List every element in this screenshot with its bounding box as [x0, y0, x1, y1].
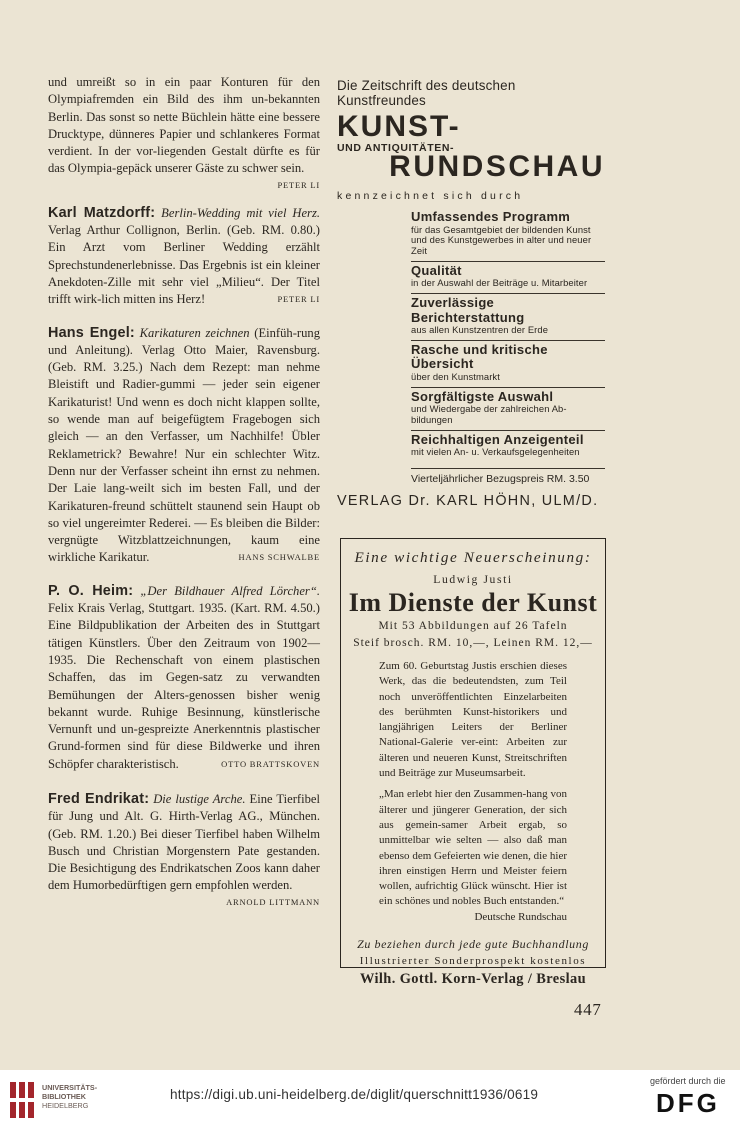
feature-heading: Zuverlässige Berichterstattung	[411, 295, 525, 325]
book-description	[379, 659, 567, 925]
book-review-quote: „Man erlebt hier den Zusammen-hang von älterer und jüngerer Generation, der sich aus gemein-samer Arbeit ergab, so unmittelbar wie selten — also daß man ebenso dem Gefeierten wie denen, die hier ihren einstigen Herrn und Meister feiern wollen, aufrichtig Glück wünscht. Hier ist ein schönes und nobles Buch entstanden.“	[379, 788, 567, 908]
magazine-title-rundschau: RUNDSCHAU	[389, 150, 605, 183]
review-author: P. O. Heim:	[48, 582, 134, 599]
magazine-intro: Die Zeitschrift des deutschen Kunstfreundes	[337, 78, 516, 108]
feature-heading: Umfassendes Programm	[411, 209, 571, 224]
review-author: Hans Engel:	[48, 324, 135, 341]
magazine-title-antiquitaeten: UND ANTIQUITÄTEN-	[337, 142, 455, 154]
feature-description: für das Gesamtgebiet der bildenden Kunst und des Kunstgewerbes in alter und neuer Zeit	[411, 223, 592, 257]
feature-item	[411, 208, 605, 262]
review-endrikat	[48, 791, 320, 909]
feature-item	[411, 294, 605, 341]
feature-list	[411, 208, 605, 485]
review-author: Karl Matzdorff:	[48, 204, 156, 221]
review-matzdorff	[48, 205, 320, 309]
review-author: Fred Endrikat:	[48, 790, 150, 807]
quote-source: Deutsche Rundschau	[474, 910, 567, 923]
review-title: Berlin-Wedding mit viel Herz.	[161, 205, 320, 220]
magazine-title-kunst: KUNST-	[337, 110, 461, 143]
feature-description: aus allen Kunstzentren der Erde	[411, 324, 549, 336]
review-title: Karikaturen zeichnen	[139, 325, 250, 340]
magazine-ad	[337, 78, 605, 509]
library-name-line2: BIBLIOTHEK	[42, 1092, 86, 1102]
intro-paragraph: und umreißt so in ein paar Konturen für den Olympiafremden ein Bild des ihm un-bekannten Berlin. Das sonst so nette Büchlein hätte eine bessere Drucktype, dünneres Papier und schlankeres Format verdient. In der vor-liegenden Gestalt dürfte es für das Olympia-gepäck unserer Gäste zu schwer sein.	[48, 75, 320, 176]
review-signature: PETER LI	[277, 294, 320, 305]
book-title: Im Dienste der Kunst	[348, 588, 598, 617]
magazine-publisher: VERLAG Dr. KARL HÖHN, ULM/D.	[337, 493, 599, 510]
book-publisher: Wilh. Gottl. Korn-Verlag / Breslau	[359, 971, 586, 988]
book-illustrations: Mit 53 Abbildungen auf 26 Tafeln	[378, 620, 568, 632]
review-body: Verlag Arthur Collignon, Berlin. (Geb. RM. 0.80.) Ein Arzt vom Berliner Wedding erzählt Sprechstundenerlebnisse. Das Ergebnis ist ein kleiner Anekdoten-Zille mit sehr viel „Milieu“. Der Titel trifft wirk-lich mitten ins Herz!	[48, 223, 320, 307]
intro-signature: PETER LI	[277, 179, 320, 190]
feature-heading: Sorgfältigste Auswahl	[411, 388, 554, 404]
university-library-logo-icon	[8, 1078, 36, 1122]
dfg-logo[interactable]: DFG	[656, 1088, 720, 1118]
feature-description: und Wiedergabe der zahlreichen Ab-bildungen	[411, 403, 567, 426]
feature-item	[411, 262, 605, 294]
review-body: Felix Krais Verlag, Stuttgart. 1935. (Kart. RM. 4.50.) Eine Bildpublikation der Arbeiten des in Stuttgart tätigen Künstlers. Über den Zeitraum von 1902—1935. Die Rechenschaft von einem plastischen Schaffen, das im Gegen-satz zu verwandten Bemühungen der Alters-genossen bisher wenig bekannt wurde. Ruhige Besinnung, künstlerische Vernunft und un-gespreizte Anerkenntnis plastischer Grund-formen sind für diese Bildwerke und ihren Schöpfer charakteristisch.	[48, 601, 320, 771]
feature-heading: Rasche und kritische Übersicht	[411, 341, 548, 372]
feature-description: in der Auswahl der Beiträge u. Mitarbeiter	[411, 277, 588, 289]
feature-item	[411, 431, 605, 462]
feature-description: mit vielen An- u. Verkaufsgelegenheiten	[411, 446, 580, 458]
review-signature: HANS SCHWALBE	[238, 552, 320, 563]
viewer-footer	[0, 1070, 740, 1128]
book-prices: Steif brosch. RM. 10,—, Leinen RM. 12,—	[353, 637, 593, 649]
feature-item	[411, 388, 605, 431]
book-description-text: Zum 60. Geburtstag Justis erschien dieses Werk, das die bedeutendsten, zum Teil noch unveröffentlichten Einzelarbeiten des berühmten Kunst-historikers und langjährigen Leiters der Berliner National-Galerie ver-eint: Arbeiten zur älteren und neueren Kunst, Streitschriften und Beiträge zur Museumsarbeit.	[379, 660, 567, 780]
feature-description: über den Kunstmarkt	[411, 370, 500, 382]
subscription-price: Vierteljährlicher Bezugspreis RM. 3.50	[411, 468, 605, 485]
feature-heading: Reichhaltigen Anzeigenteil	[411, 431, 584, 447]
book-ad-headline: Eine wichtige Neuerscheinung:	[354, 549, 592, 566]
review-body: (Einfüh-rung und Anleitung). Verlag Otto Maier, Ravensburg. (Geb. RM. 3.25.) Nach dem Rezept: man nehme Bleistift und Radier-gummi — jeder sein eigener Karikaturist! Und wenn es doch nicht klappen sollte, so wende man auf beigefügtem Fragebogen sich gleich — an den Verfasser, um Nachhilfe! Übler Reklametrick? Bewahre! Nur ein schlechter Witz. Denn nur der Verfasser scheint ihn ernst zu nehmen. Der Laie lang-weilt sich im besten Fall, und der Karikaturen-freund schüttelt staunend sein Haupt ob so viel ungereimter Rederei. — Es bleiben die Bilder: vergnügte Witzblattzeichnungen, kaum eine wirkliche Karikatur.	[48, 325, 320, 565]
book-ad-box	[340, 538, 606, 988]
review-signature: ARNOLD LITTMANN	[226, 896, 320, 907]
book-prospectus: Illustrierter Sonderprospekt kostenlos	[359, 955, 587, 968]
reviews-column	[48, 74, 320, 909]
library-name-line3: HEIDELBERG	[42, 1101, 89, 1111]
library-name-line1: UNIVERSITÄTS-	[42, 1083, 98, 1092]
page-number: 447	[574, 1000, 602, 1019]
review-title: „Der Bildhauer Alfred Lörcher“.	[140, 583, 320, 598]
library-name[interactable]	[42, 1083, 97, 1111]
document-url-link[interactable]: https://digi.ub.uni-heidelberg.de/diglit/querschnitt1936/0619	[170, 1087, 539, 1102]
review-body: Eine Tierfibel für Jung und Alt. G. Hirth-Verlag AG., München. (Geb. RM. 1.20.) Bei dieser Tierfibel haben Wilhelm Busch und Christian Morgenstern Pate gestanden. Die Besichtigung des Endrikatschen Zoos kann daher dem Humorbedürftigen gern empfohlen werden.	[48, 791, 320, 893]
review-engel	[48, 325, 320, 567]
funding-note: gefördert durch die	[650, 1076, 726, 1086]
feature-heading: Qualität	[411, 262, 462, 278]
magazine-tagline: kennzeichnet sich durch	[337, 190, 524, 202]
review-heim	[48, 583, 320, 773]
review-signature: OTTO BRATTSKOVEN	[221, 758, 320, 769]
review-title: Die lustige Arche.	[153, 791, 246, 806]
feature-item	[411, 341, 605, 388]
book-availability: Zu beziehen durch jede gute Buchhandlung	[357, 937, 589, 952]
book-author: Ludwig Justi	[433, 573, 513, 586]
